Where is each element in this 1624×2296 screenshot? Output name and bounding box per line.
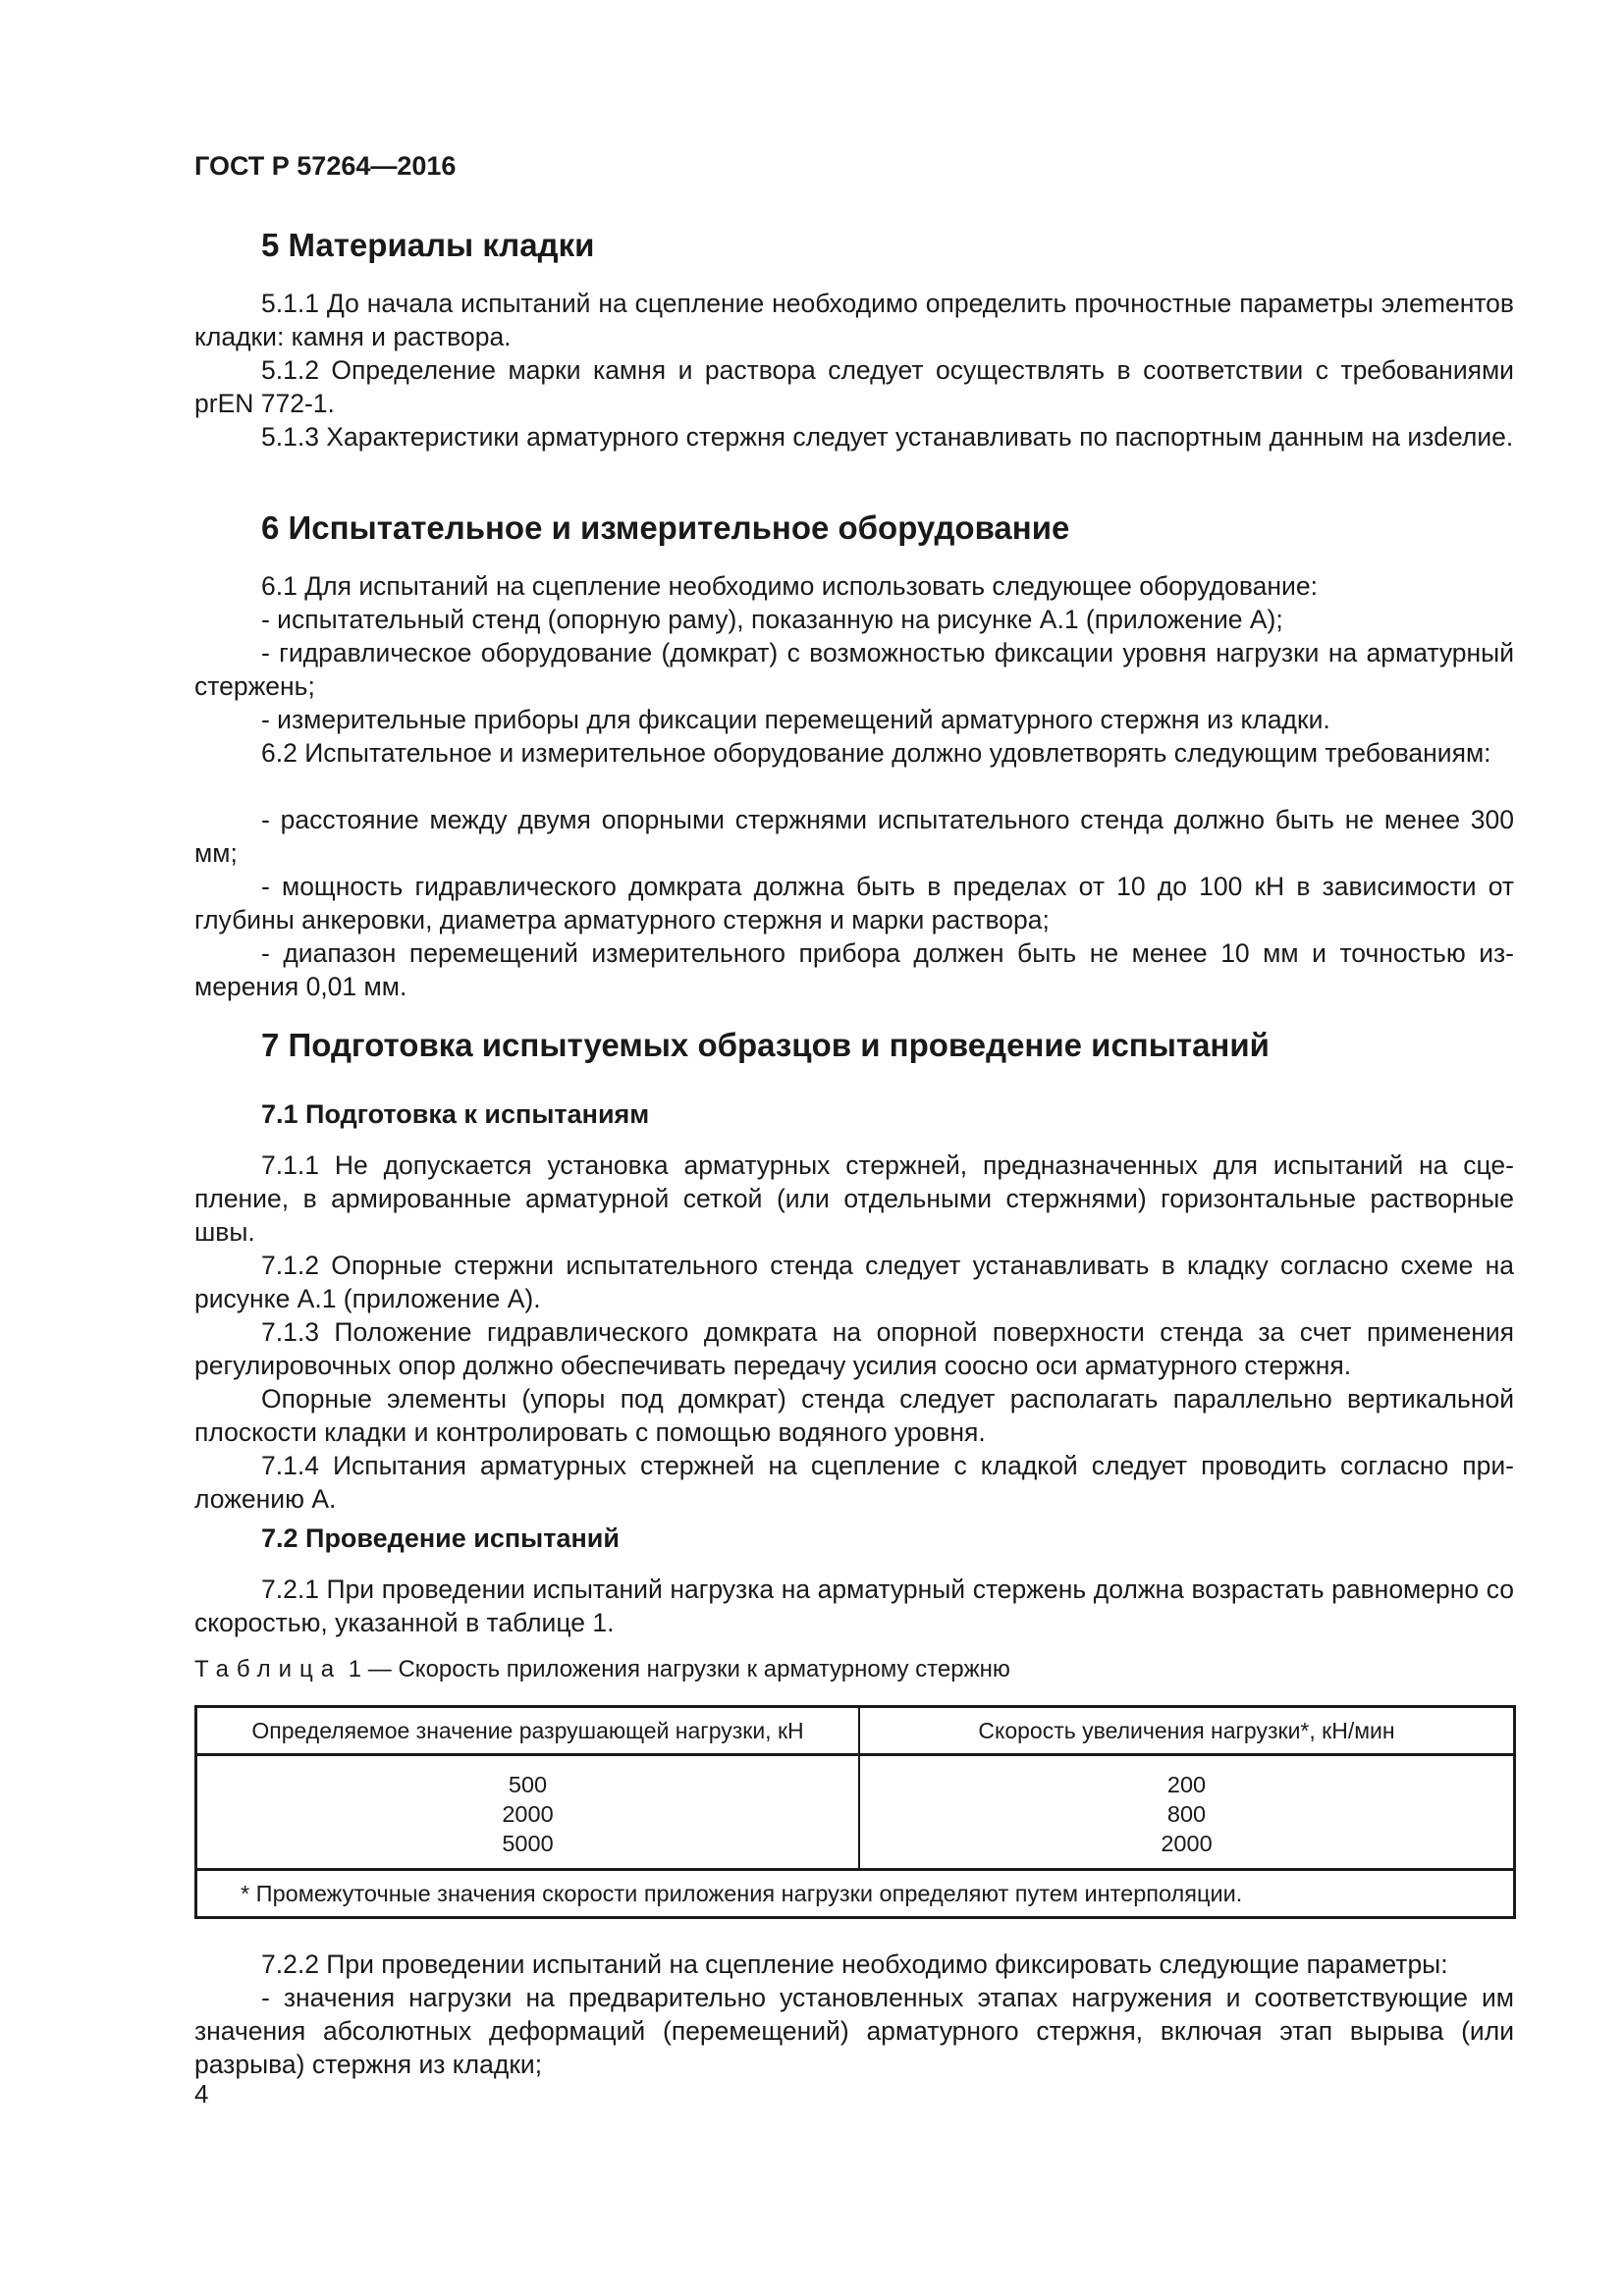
paragraph-5-1-1: 5.1.1 До начала испытаний на сцепление необходимо определить прочностные параметры элеmентов кладки: камня и раствора. xyxy=(194,289,1514,351)
paragraph-7-2-2: 7.2.2 При проведении испытаний на сцепление необходимо фиксировать следующие параметры: xyxy=(261,1949,1448,1979)
list-item-6-1-a: - испытательный стенд (опорную раму), показанную на рисунке А.1 (приложение А); xyxy=(261,605,1283,634)
subsection-7-2-title: 7.2 Проведение испытаний xyxy=(261,1523,620,1553)
section-6-title: 6 Испытательное и измерительное оборудование xyxy=(261,509,1070,546)
paragraph-7-1-4: 7.1.4 Испытания арматурных стержней на сцепление с кладкой следует проводить согласно приложению А. xyxy=(194,1451,1514,1514)
paragraph-7-1-3: 7.1.3 Положение гидравлического домкрата на опорной поверхности стенда за счет применения регулировочных опор должно обеспечивать передачу усилия соосно оси арматурного стержня. xyxy=(194,1317,1514,1380)
table-value: 800 xyxy=(1166,1801,1207,1827)
table-footnote-row xyxy=(196,1870,1515,1918)
paragraph-7-1-1: 7.1.1 Не допускается установка арматурных стержней, предназначенных для испытаний на сцепление, в армированные арматурной сеткой (или отдельными стержнями) горизонтальные растворные швы. xyxy=(194,1150,1514,1247)
table-footnote: * Промежуточные значения скорости приложения нагрузки определяют путем интерполяции. xyxy=(196,1870,1515,1918)
page-number: 4 xyxy=(194,2079,209,2109)
list-item-6-1-b: - гидравлическое оборудование (домкрат) с возможностью фиксации уровня нагрузки на арматурный стержень; xyxy=(194,638,1514,701)
table-cell-rate-values xyxy=(859,1755,1515,1870)
table-value: 2000 xyxy=(502,1801,554,1827)
table-caption-text: 1 — Скорость приложения нагрузки к арматурному стержню xyxy=(348,1656,1010,1682)
table-row xyxy=(196,1755,1515,1870)
paragraph-7-1-3-b: Опорные элементы (упоры под домкрат) стенда следует располагать параллельно вертикальной плоскости кладки и контролировать с помощью водяного уровня. xyxy=(194,1384,1514,1447)
table-value: 500 xyxy=(508,1772,548,1797)
table-header-load: Определяемое значение разрушающей нагрузки, кН xyxy=(196,1707,860,1755)
paragraph-6-1: 6.1 Для испытаний на сцепление необходимо использовать следующее оборудование: xyxy=(261,571,1318,601)
paragraph-7-1-2: 7.1.2 Опорные стержни испытательного стенда следует устанавливать в кладку согласно схеме на рисунке А.1 (приложение А). xyxy=(194,1251,1514,1313)
table-1-caption xyxy=(194,1656,1010,1683)
table-value: 5000 xyxy=(502,1831,554,1856)
section-5-title: 5 Материалы кладки xyxy=(261,227,595,263)
list-item-6-1-c: - измерительные приборы для фиксации перемещений арматурного стержня из кладки. xyxy=(261,705,1330,734)
paragraph-7-2-1: 7.2.1 При проведении испытаний нагрузка на арматурный стержень должна возрастать равномерно со скоростью, указанной в таблице 1. xyxy=(194,1575,1514,1637)
list-item-6-2-b: - мощность гидравлического домкрата должна быть в пределах от 10 до 100 кН в зависимости от глубины анкеровки, диаметра арматурного стержня и марки раствора; xyxy=(194,872,1514,934)
paragraph-5-1-3: 5.1.3 Характеристики арматурного стержня следует устанавливать по паспортным данным на изdелие. xyxy=(261,422,1514,452)
section-7-title: 7 Подготовка испытуемых образцов и проведение испытаний xyxy=(261,1027,1270,1063)
table-value: 200 xyxy=(1166,1772,1207,1797)
table-header-rate: Скорость увеличения нагрузки*, кН/мин xyxy=(859,1707,1515,1755)
paragraph-6-2: 6.2 Испытательное и измерительное оборудование должно удовлетворять следующим требованиям: xyxy=(261,738,1491,768)
table-1 xyxy=(194,1705,1516,1919)
paragraph-5-1-2: 5.1.2 Определение марки камня и раствора следует осуществлять в соответствии с требованиями prEN 772-1. xyxy=(194,355,1514,418)
document-header: ГОСТ Р 57264—2016 xyxy=(194,151,457,181)
list-item-6-2-a: - расстояние между двумя опорными стержнями испытательного стенда должно быть не менее 300 мм; xyxy=(194,805,1514,868)
table-cell-load-values xyxy=(196,1755,860,1870)
table-value: 2000 xyxy=(1161,1831,1213,1856)
subsection-7-1-title: 7.1 Подготовка к испытаниям xyxy=(261,1099,650,1129)
table-caption-word: Таблица xyxy=(194,1656,343,1682)
table-header-row xyxy=(196,1707,1515,1755)
list-item-6-2-c: - диапазон перемещений измерительного прибора должен быть не менее 10 мм и точностью измерения 0,01 мм. xyxy=(194,938,1514,1001)
list-item-7-2-2-a: - значения нагрузки на предварительно установленных этапах нагружения и соответствующие им значения абсолютных деформаций (перемещений) арматурного стержня, включая этап вырыва (или разрыва) стержня из кладки; xyxy=(194,1983,1514,2079)
